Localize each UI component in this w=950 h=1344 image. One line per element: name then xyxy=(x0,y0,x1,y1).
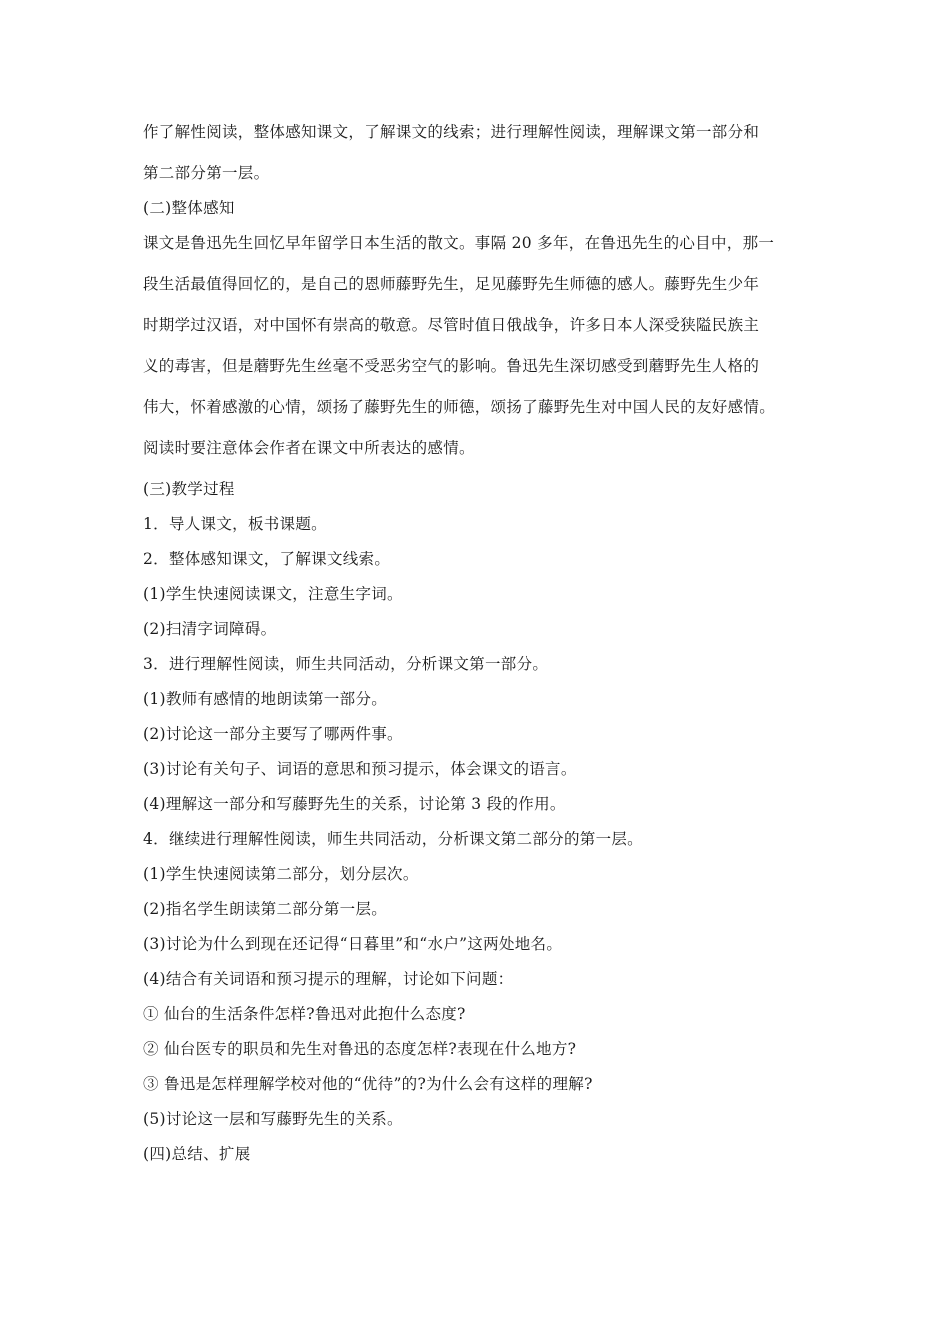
section-heading-summary: (四)总结、扩展 xyxy=(143,1145,251,1163)
list-item: (2)指名学生朗读第二部分第一层。 xyxy=(143,900,388,918)
section-heading-overall: (二)整体感知 xyxy=(143,199,235,217)
paragraph-line: 时期学过汉语，对中国怀有崇高的敬意。尽管时值日俄战争，许多日本人深受狭隘民族主 xyxy=(143,316,760,334)
intro-line-2: 第二部分第一层。 xyxy=(143,164,270,182)
intro-line-1: 作了解性阅读，整体感知课文，了解课文的线索；进行理解性阅读，理解课文第一部分和 xyxy=(143,123,760,141)
list-item: 2．整体感知课文，了解课文线索。 xyxy=(143,550,391,568)
section-heading-process: (三)教学过程 xyxy=(143,480,235,498)
list-item: 1．导人课文，板书课题。 xyxy=(143,515,327,533)
list-item: ② 仙台医专的职员和先生对鲁迅的态度怎样?表现在什么地方? xyxy=(143,1040,577,1058)
list-item: (4)结合有关词语和预习提示的理解，讨论如下问题： xyxy=(143,970,514,988)
paragraph-line: 义的毒害，但是蘑野先生丝毫不受恶劣空气的影响。鲁迅先生深切感受到蘑野先生人格的 xyxy=(143,357,760,375)
list-item: 4．继续进行理解性阅读，师生共同活动，分析课文第二部分的第一层。 xyxy=(143,830,643,848)
paragraph-line: 阅读时要注意体会作者在课文中所表达的感情。 xyxy=(143,439,475,457)
list-item: 3．进行理解性阅读，师生共同活动，分析课文第一部分。 xyxy=(143,655,549,673)
list-item: (1)学生快速阅读第二部分，划分层次。 xyxy=(143,865,419,883)
paragraph-line: 课文是鲁迅先生回忆早年留学日本生活的散文。事隔 20 多年，在鲁迅先生的心目中，那一 xyxy=(143,234,775,252)
list-item: (4)理解这一部分和写藤野先生的关系，讨论第 3 段的作用。 xyxy=(143,795,566,813)
list-item: ① 仙台的生活条件怎样?鲁迅对此抱什么态度? xyxy=(143,1005,466,1023)
list-item: (2)扫清字词障碍。 xyxy=(143,620,277,638)
list-item: (5)讨论这一层和写藤野先生的关系。 xyxy=(143,1110,403,1128)
list-item: (3)讨论有关句子、词语的意思和预习提示，体会课文的语言。 xyxy=(143,760,577,778)
list-item: (1)学生快速阅读课文，注意生字词。 xyxy=(143,585,403,603)
list-item: (2)讨论这一部分主要写了哪两件事。 xyxy=(143,725,403,743)
paragraph-line: 伟大，怀着感激的心情，颂扬了藤野先生的师德，颂扬了藤野先生对中国人民的友好感情。 xyxy=(143,398,776,416)
list-item: (3)讨论为什么到现在还记得“日暮里”和“水户”这两处地名。 xyxy=(143,935,563,953)
list-item: ③ 鲁迅是怎样理解学校对他的“优待”的?为什么会有这样的理解? xyxy=(143,1075,593,1093)
list-item: (1)教师有感情的地朗读第一部分。 xyxy=(143,690,388,708)
document-page xyxy=(143,122,833,1164)
paragraph-line: 段生活最值得回忆的，是自己的恩师藤野先生，足见藤野先生师德的感人。藤野先生少年 xyxy=(143,275,760,293)
